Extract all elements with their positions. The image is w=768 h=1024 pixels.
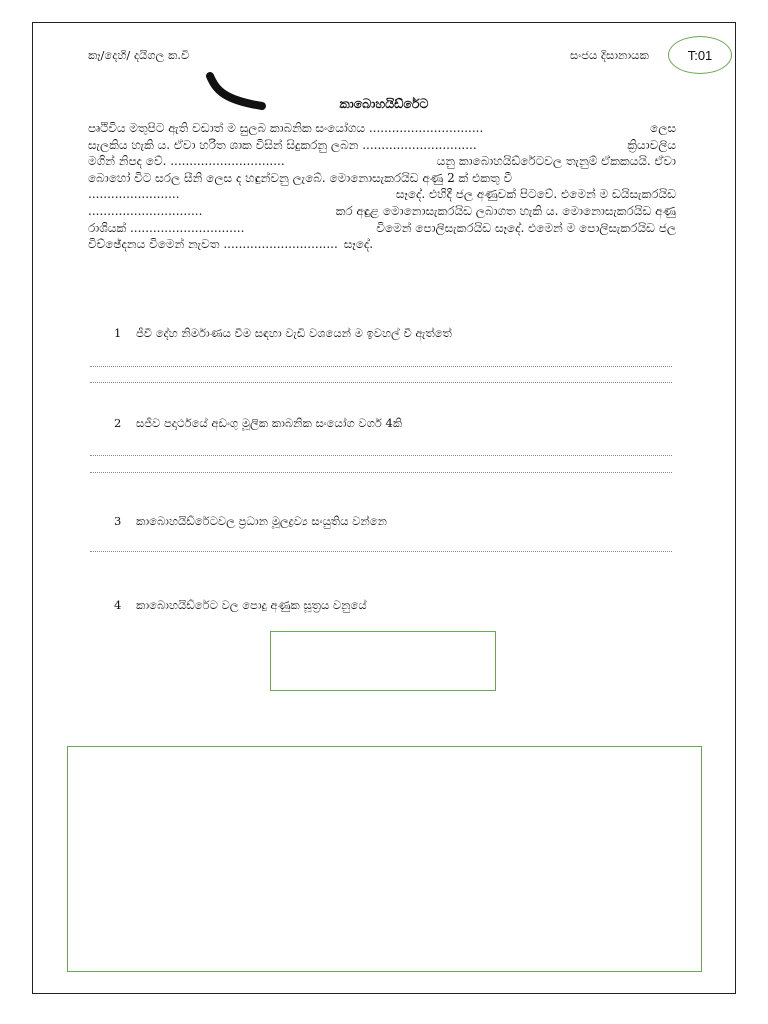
- question-number: 3: [114, 514, 122, 528]
- large-answer-box[interactable]: [67, 746, 702, 972]
- paragraph-text: සෑදේ.: [343, 237, 374, 252]
- formula-answer-box[interactable]: [270, 631, 496, 691]
- answer-line[interactable]: [90, 382, 672, 383]
- school-name: කෑ/දෙහි/ දයිගල ක.වි: [88, 48, 190, 62]
- question-text: කාබොහයිඩ්රේට වල පොදු අණුක සූත්‍රය වනුයේ: [136, 598, 367, 612]
- question-number: 4: [114, 598, 122, 612]
- paragraph-line: [88, 236, 676, 253]
- question-number: 1: [114, 326, 122, 340]
- paragraph-text: යනු කාබොහයිඩ්රේටවල තැනුම් ඒකකයයි. ඒවා: [436, 154, 676, 169]
- paragraph-text: සෑදේ. එහිදී ජල අණුවක් පිටවේ. එමෙන් ම ඩයිසැකරයිඩ: [395, 187, 676, 202]
- paragraph-text: කර අඳුළ මොනොසැකරයිඩ ලබාගත හැකි ය. මොනොසැකරයිඩ අණු: [335, 203, 676, 218]
- teacher-name: සංජය දිසානායක: [570, 48, 649, 62]
- paragraph-text: ..............................: [88, 203, 203, 218]
- fill-in-paragraph: [88, 120, 676, 253]
- paragraph-text: ලෙස: [650, 121, 676, 135]
- paragraph-line: [88, 170, 676, 187]
- question-1: [114, 326, 452, 341]
- paragraph-line: [88, 186, 676, 203]
- paragraph-line: [88, 203, 676, 220]
- question-text: කාබොහයිඩ්රේටවල ප්‍රධාන මූලද්‍රව්‍ය සංයුතිය වන්නෙ: [136, 514, 387, 528]
- paragraph-line: [88, 120, 676, 137]
- question-3: [114, 514, 387, 529]
- paragraph-line: [88, 220, 676, 237]
- sheet-code-badge: T:01: [668, 36, 732, 74]
- question-text: ජීවී දේහ නිර්මාණය වීම සඳහා වැඩි වශයෙන් ම ඉවහල් වී ඇත්තේ: [136, 326, 452, 340]
- paragraph-text: ........................: [88, 187, 180, 202]
- paragraph-text: විමෙන් පොලිසැකරයිඩ සෑදේ. එමෙන් ම පොලිසැකරයිඩ ජල: [376, 220, 676, 235]
- paragraph-text: ක්‍රියාවලිය: [627, 137, 676, 152]
- question-4: [114, 598, 367, 613]
- paragraph-text: බොහෝ විට සරල සීනි ලෙස ද හඳුන්වනු ලැබේ. මොනොසැකරයිඩ අණු 2 ක් එකතු වී: [88, 170, 513, 185]
- answer-line[interactable]: [90, 455, 672, 456]
- paragraph-text: විච්ඡේදනය විමෙන් නැවත ..............................: [88, 237, 338, 252]
- paragraph-line: [88, 137, 676, 154]
- question-text: සජීව පදාර්ථයේ අඩංගු මූලික කාබනික සංයෝග වර්ග 4කි: [136, 416, 403, 430]
- answer-line[interactable]: [90, 366, 672, 367]
- paragraph-text: පෘථිවිය මතුපිට ඇති වඩාත් ම සුලබ කාබනික සංයෝගය ..............................: [88, 121, 484, 135]
- answer-line[interactable]: [90, 551, 672, 552]
- question-2: [114, 416, 402, 431]
- question-number: 2: [114, 416, 122, 430]
- page-title: කාබොහයිඩ්රේට: [339, 96, 429, 111]
- paragraph-text: මගින් නිපද වේ. ..............................: [88, 154, 285, 169]
- paragraph-text: සැලකිය හැකි ය. ඒවා හරිත ශාක විසින් සිදුකරනු ලබන ..............................: [88, 137, 477, 152]
- answer-line[interactable]: [90, 472, 672, 473]
- paragraph-text: රාශියක් ..............................: [88, 220, 245, 235]
- paragraph-line: [88, 153, 676, 170]
